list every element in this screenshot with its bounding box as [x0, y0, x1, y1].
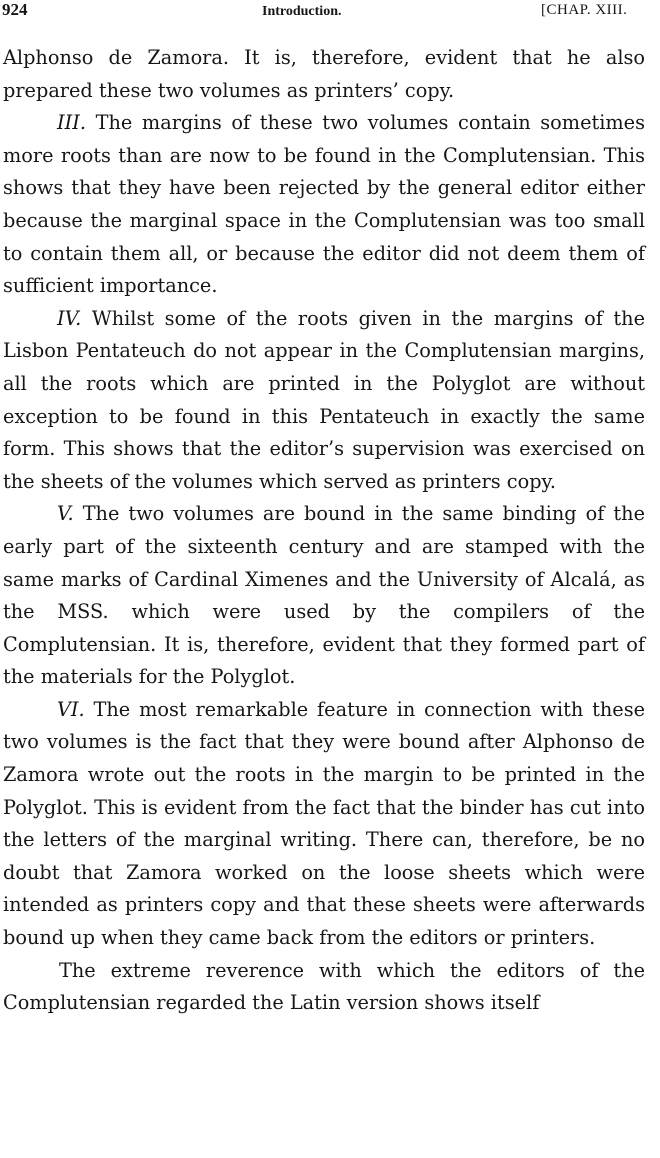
- paragraph-text: Alphonso de Zamora. It is, therefore, evident that he also prepared these two volumes as printers’ copy.: [3, 46, 645, 102]
- paragraph-numeral: V.: [57, 502, 74, 526]
- body-text: [3, 42, 645, 1020]
- paragraph-text: The extreme reverence with which the editors of the Complutensian regarded the Latin version shows itself: [3, 958, 645, 1015]
- paragraph-iv: [3, 303, 645, 499]
- paragraph-continuation: [3, 42, 645, 107]
- paragraph-text: Whilst some of the roots given in the margins of the Lisbon Pentateuch do not appear in the Complutensian margins, all the roots which are printed in the Polyglot are without exception to be found in this Pentateuch in exactly the same form. This shows that the editor’s supervision was exercised on the sheets of the volumes which served as printers copy.: [3, 306, 645, 493]
- paragraph-text: The two volumes are bound in the same binding of the early part of the sixteenth century and are stamped with the same marks of Cardinal Ximenes and the University of Alcalá, as the MSS. which were used by the compilers of the Complutensian. It is, therefore, evident that they formed part of the materials for the Polyglot.: [3, 502, 645, 689]
- chapter-reference: [CHAP. XIII.: [541, 2, 628, 18]
- page-header: [0, 0, 660, 28]
- paragraph-text: The margins of these two volumes contain sometimes more roots than are now to be found in the Complutensian. This shows that they have been rejected by the general editor either because the marginal space in the Complutensian was too small to contain them all, or because the editor did not deem them of sufficient importance.: [3, 111, 645, 298]
- paragraph-iii: [3, 107, 645, 303]
- paragraph-final: [3, 955, 645, 1020]
- paragraph-text: The most remarkable feature in connection with these two volumes is the fact that they were bound after Alphonso de Zamora wrote out the roots in the margin to be printed in the Polyglot. This is evident from the fact that the binder has cut into the letters of the marginal writing. There can, therefore, be no doubt that Zamora worked on the loose sheets which were intended as printers copy and that these sheets were afterwards bound up when they came back from the editors or printers.: [3, 697, 645, 950]
- paragraph-numeral: VI.: [57, 697, 85, 721]
- page-number: 924: [2, 0, 28, 19]
- paragraph-numeral: III.: [57, 111, 86, 135]
- paragraph-numeral: IV.: [57, 306, 82, 330]
- paragraph-v: [3, 498, 645, 694]
- paragraph-vi: [3, 694, 645, 955]
- running-title: Introduction.: [262, 4, 342, 19]
